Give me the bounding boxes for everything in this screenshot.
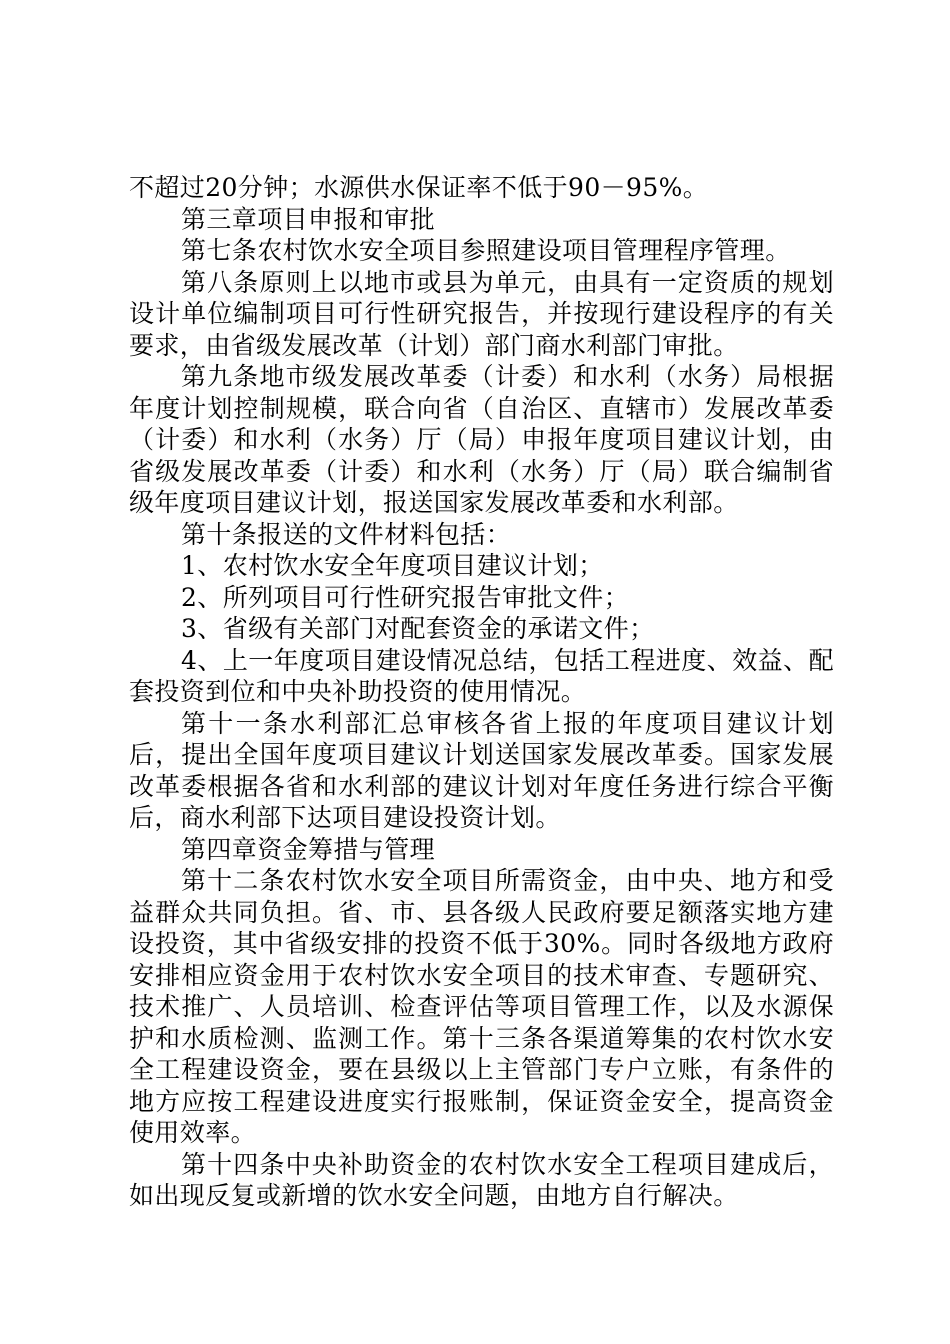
article-11: 第十一条水利部汇总审核各省上报的年度项目建议计划后，提出全国年度项目建议计划送国家发展改革委。国家发展改革委根据各省和水利部的建议计划对年度任务进行综合平衡后，商水利部下达项目建设投资计划。 (129, 708, 834, 832)
paragraph-continuation: 不超过20分钟；水源供水保证率不低于90－95%。 (129, 173, 709, 202)
list-item-4: 4、上一年度项目建设情况总结，包括工程进度、效益、配套投资到位和中央补助投资的使用情况。 (129, 645, 834, 706)
list-item-1: 1、农村饮水安全年度项目建议计划； (181, 551, 604, 580)
chapter-heading-4: 第四章资金筹措与管理 (181, 834, 436, 864)
article-12-13: 第十二条农村饮水安全项目所需资金，由中央、地方和受益群众共同负担。省、市、县各级人民政府要足额落实地方建设投资，其中省级安排的投资不低于30%。同时各级地方政府安排相应资金用于农村饮水安全项目的技术审查、专题研究、技术推广、人员培训、检查评估等项目管理工作，以及水源保护和水质检测、监测工作。第十三条各渠道筹集的农村饮水安全工程建设资金，要在县级以上主管部门专户立账，有条件的地方应按工程建设进度实行报账制，保证资金安全，提高资金使用效率。 (129, 866, 834, 1147)
article-14: 第十四条中央补助资金的农村饮水安全工程项目建成后，如出现反复或新增的饮水安全问题，由地方自行解决。 (129, 1149, 834, 1210)
article-10: 第十条报送的文件材料包括： (181, 519, 512, 549)
article-9: 第九条地市级发展改革委（计委）和水利（水务）局根据年度计划控制规模，联合向省（自治区、直辖市）发展改革委（计委）和水利（水务）厅（局）申报年度项目建议计划，由省级发展改革委（计委）和水利（水务）厅（局）联合编制省级年度项目建议计划，报送国家发展改革委和水利部。 (129, 362, 834, 517)
document-body (129, 172, 834, 1212)
list-item-2: 2、所列项目可行性研究报告审批文件； (181, 582, 630, 612)
chapter-heading-3: 第三章项目申报和审批 (181, 204, 436, 234)
article-8: 第八条原则上以地市或县为单元，由具有一定资质的规划设计单位编制项目可行性研究报告，并按现行建设程序的有关要求，由省级发展改革（计划）部门商水利部门审批。 (129, 267, 834, 360)
list-item-3: 3、省级有关部门对配套资金的承诺文件； (181, 614, 655, 643)
article-7: 第七条农村饮水安全项目参照建设项目管理程序管理。 (181, 236, 791, 265)
